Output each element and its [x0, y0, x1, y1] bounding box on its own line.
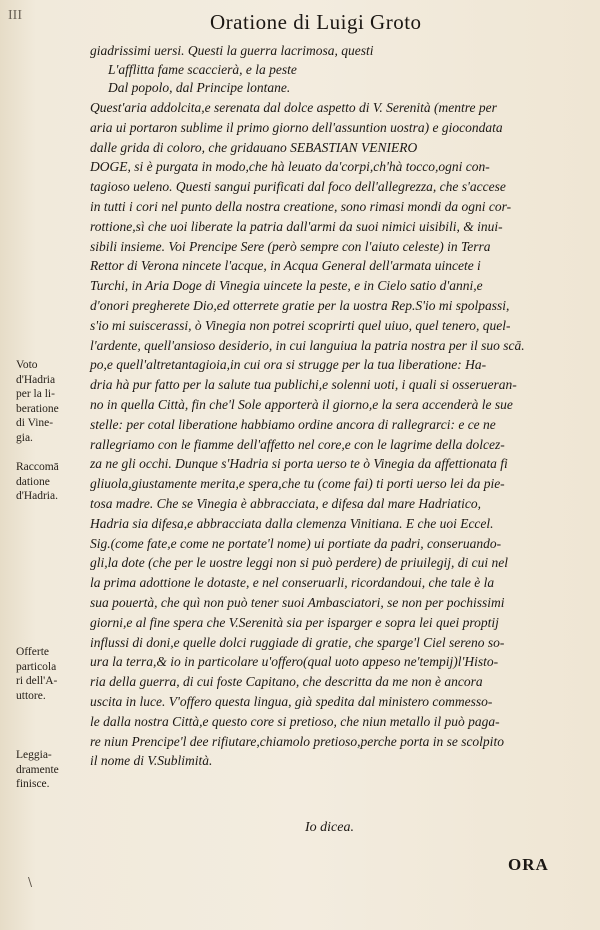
margin-line: d'Hadria	[16, 373, 56, 386]
margin-line: uttore.	[16, 689, 46, 702]
margin-line: Raccomā	[16, 461, 59, 473]
margin-line: dramente	[16, 763, 59, 776]
margin-line: Offerte	[16, 646, 49, 658]
margin-line: datione	[16, 475, 50, 488]
text-line: giorni,e al fine spera che V.Serenità sia per isparger e sopra lei quei proptij	[90, 614, 499, 630]
text-line: sibili insieme. Voi Prencipe Sere (però sempre con l'aiuto celeste) in Terra	[90, 238, 491, 254]
text-line: no in quella Città, fin che'l Sole apporterà il giorno,e la sera accenderà le sue	[90, 396, 513, 412]
text-line: aria ui portaron sublime il primo giorno dell'assuntion uostra) e giocondata	[90, 119, 503, 135]
text-line: d'onori pregherete Dio,ed otterrete gratie per la uostra Rep.S'io mi spolpassi,	[90, 297, 510, 313]
text-line: dalle grida di coloro, che gridauano SEBASTIAN VENIERO	[90, 139, 418, 155]
text-line: s'io mi suiscerassi, ò Vinegia non potrei scoprirti quel uiuo, quel tenero, quel-	[90, 317, 511, 333]
text-line: in tutti i cori nel punto della nostra creatione, sono rimasi mondi da ogni cor-	[90, 198, 512, 214]
text-line: po,e quell'altretantagioia,in cui ora si strugge per la tua liberatione: Ha-	[90, 357, 487, 373]
text-line: ria della guerra, di cui foste Capitano, che descritta da me non è ancora	[90, 674, 483, 690]
text-line: rottione,sì che uoi liberate la patria dall'armi da suoi nimici uisibili, & inui-	[90, 218, 503, 234]
text-line: ura la terra,& io in particolare u'offero(qual uoto appeso ne'tempij)l'Histo-	[90, 654, 499, 670]
catchword: ORA	[508, 855, 549, 874]
verse-line: L'afflitta fame scaccierà, e la peste	[108, 61, 297, 77]
margin-line: per la li-	[16, 388, 55, 400]
margin-line: Voto	[16, 359, 38, 371]
margin-note-offerte	[16, 645, 92, 703]
text-line: Hadria sia difesa,e abbracciata dalla clemenza Vinitiana. E che uoi Eccel.	[90, 515, 494, 531]
verse-line: giadrissimi uersi. Questi la guerra lacrimosa, questi	[90, 43, 374, 58]
text-line: la prima adottione le dotaste, e nel conseruarli, ricordandoui, che tale è la	[90, 575, 495, 591]
margin-line: di Vine-	[16, 417, 54, 429]
text-line: DOGE, si è purgata in modo,che hà leuato da'corpi,ch'hà tocco,ogni con-	[90, 159, 490, 175]
margin-note-raccomandatione	[16, 460, 92, 504]
text-line: Turchi, in Aria Doge di Vinegia uincete la peste, e in Cielo satio d'anni,e	[90, 278, 483, 294]
text-line: Quest'aria addolcita,e serenata dal dolce aspetto di V. Serenità (mentre per	[90, 100, 497, 115]
text-line: il nome di V.Sublimità.	[90, 753, 213, 769]
text-line: Rettor di Verona nincete l'acque, in Acqua General dell'armata uincete i	[90, 258, 481, 274]
folio-number: III	[8, 8, 22, 23]
margin-line: Leggia-	[16, 749, 52, 761]
text-line: gliuola,giustamente merita,e spera,che tu (come fai) ti porti uerso lei da pie-	[90, 476, 505, 492]
text-line: stelle: per cotal liberatione habbiamo ordine ancora di rallegrarci: e ce ne	[90, 416, 496, 432]
running-head: Oratione di Luigi Groto	[210, 10, 422, 34]
text-line: tosa madre. Che se Vinegia è abbracciata, e difesa dal mare Hadriatico,	[90, 495, 481, 511]
text-line: le dalla nostra Città,e questo core si pretioso, che niun metallo il può paga-	[90, 713, 500, 729]
text-line: dria hà pur fatto per la salute tua publichi,e solenni uoti, i quali si osserueran-	[90, 377, 517, 393]
text-line: rallegriamo con le fiamme dell'affetto nel core,e con le lagrime della dolcez-	[90, 436, 505, 452]
text-line: l'ardente, quell'ansioso desiderio, in cui languiua la patria nostra per il suo scā.	[90, 337, 525, 353]
text-line: gli,la dote (che per le uostre leggi non si può perdere) de priuilegij, di cui nel	[90, 555, 509, 571]
margin-line: beratione	[16, 402, 59, 415]
text-line: za ne gli occhi. Dunque s'Hadria si porta uerso te ò Vinegia da affettionata fi	[90, 456, 508, 472]
margin-note-leggiadramente	[16, 748, 92, 792]
text-line: Sig.(come fate,e come ne portate'l nome) ui portiate da padri, conseruando-	[90, 535, 502, 551]
oration-body	[90, 98, 580, 771]
margin-line: ri dell'A-	[16, 675, 58, 687]
text-line: tagioso ueleno. Questi sangui purificati dal foco dell'allegrezza, che s'accese	[90, 179, 506, 195]
margin-line: finisce.	[16, 778, 50, 790]
verse-line: Dal popolo, dal Principe lontane.	[108, 80, 291, 95]
margin-line: gia.	[16, 431, 33, 444]
sign-off: Io dicea.	[305, 820, 354, 835]
text-line: re niun Prencipe'l dee rifiutare,chiamolo pretioso,perche porta in se scolpito	[90, 733, 504, 749]
text-line: sua pouertà, che quì non può tener suoi Ambasciatori, se non per pochissimi	[90, 594, 505, 610]
text-line: influssi di doni,e quelle dolci ruggiade di gratie, che sparge'l Ciel sereno so-	[90, 634, 505, 650]
text-line: uscita in luce. V'offero questa lingua, già spedita dal ministero commesso-	[90, 693, 493, 709]
verse-quote	[90, 42, 550, 98]
stray-mark: \	[28, 875, 33, 889]
margin-note-voto	[16, 358, 92, 445]
margin-line: particola	[16, 660, 57, 673]
margin-line: d'Hadria.	[16, 490, 58, 502]
